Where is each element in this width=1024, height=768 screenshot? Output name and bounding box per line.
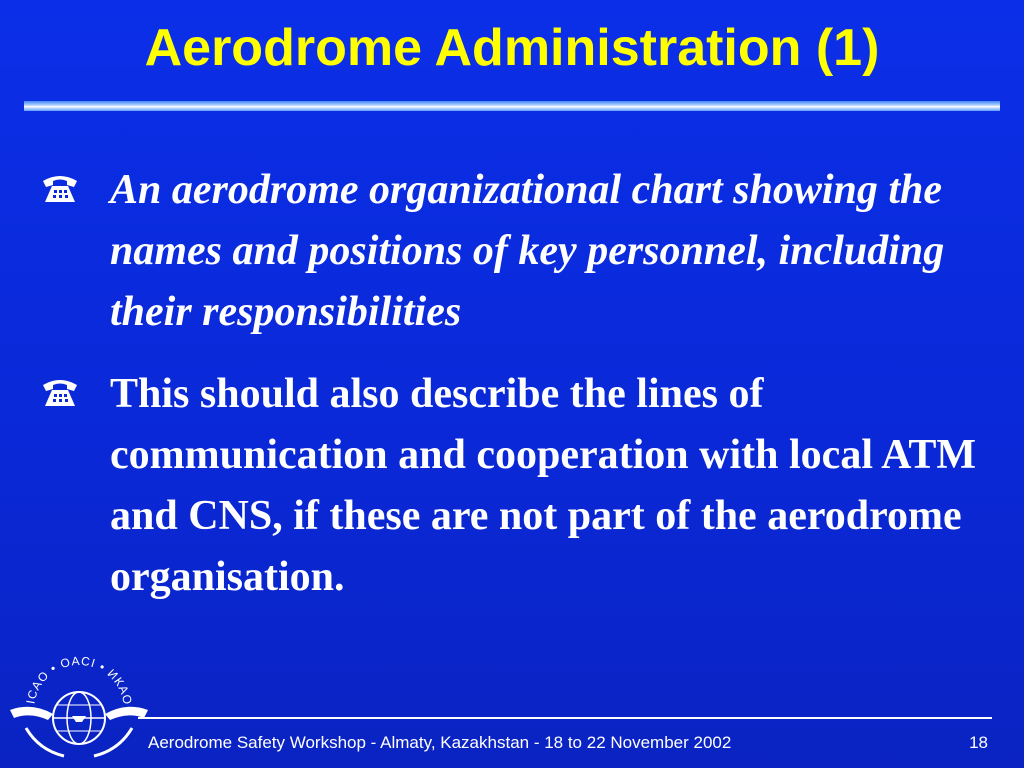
bullet-list (40, 160, 1000, 608)
footer-text: Aerodrome Safety Workshop - Almaty, Kazakhstan - 18 to 22 November 2002 (148, 733, 732, 752)
bullet-item (40, 160, 1000, 343)
bullet-text: This should also describe the lines of communication and cooperation with local ATM and CNS, if these are not part of the aerodrome organisation. (110, 371, 977, 600)
slide-title: Aerodrome Administration (1) (144, 19, 880, 77)
title-divider (24, 101, 1000, 111)
bullet-item (40, 364, 1000, 608)
svg-text:ICAO • OACI • ИКАО (23, 654, 134, 707)
footer-divider (138, 717, 992, 719)
telephone-icon (40, 172, 80, 204)
page-number: 18 (969, 733, 988, 752)
icao-emblem-icon (4, 640, 154, 765)
telephone-icon (40, 376, 80, 408)
bullet-text: An aerodrome organizational chart showing the names and positions of key personnel, including their responsibilities (110, 167, 945, 335)
logo-ring-text: ICAO • OACI • ИКАО (23, 653, 135, 707)
